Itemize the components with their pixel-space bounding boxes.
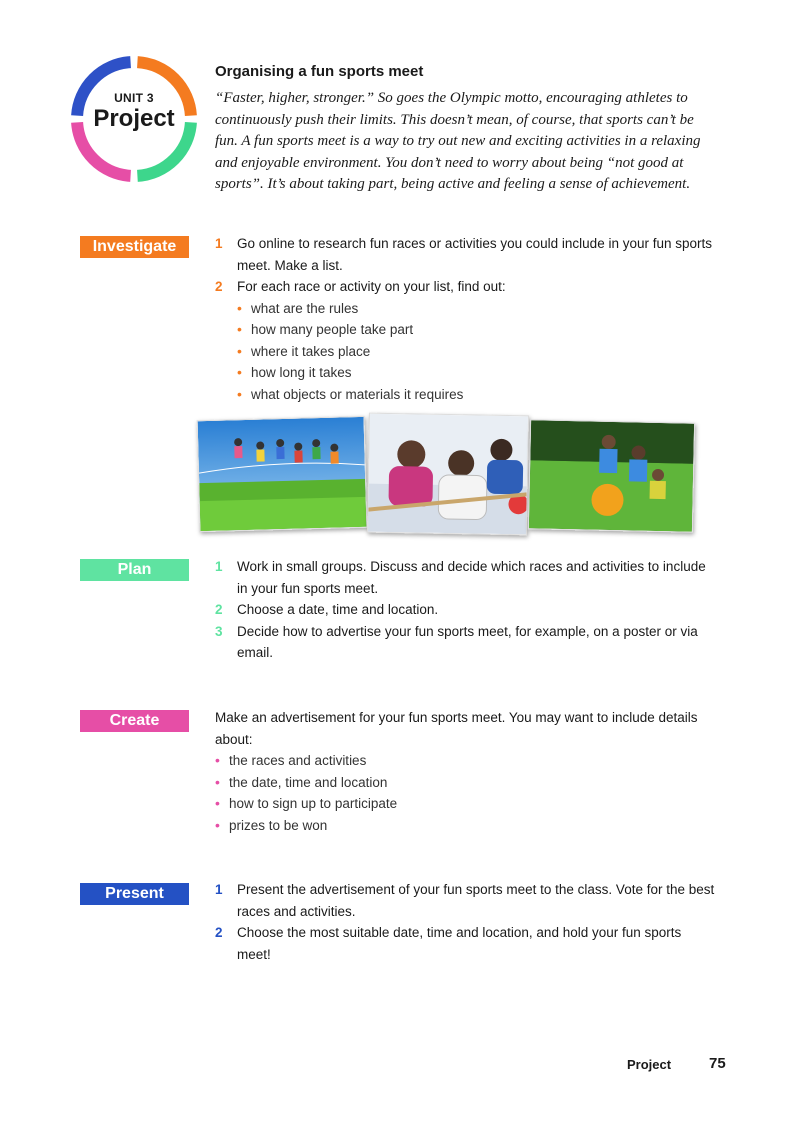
- item-text: Choose a date, time and location.: [237, 602, 439, 617]
- bullet-icon: •: [237, 321, 242, 337]
- photo-jump-rope: [197, 416, 368, 532]
- page-title: Organising a fun sports meet: [215, 63, 424, 80]
- tab-investigate: [80, 236, 189, 258]
- tab-investigate-label: Investigate: [92, 238, 177, 255]
- list-item: [215, 879, 715, 922]
- unit-title: Project: [93, 105, 175, 132]
- bullet-icon: •: [215, 773, 220, 790]
- bullet-icon: •: [237, 299, 242, 316]
- item-number: 3: [215, 623, 223, 639]
- list-item: [215, 556, 715, 599]
- item-number: 1: [215, 882, 223, 897]
- bullet-item: • what are the rules: [237, 298, 715, 320]
- tab-present-label: Present: [105, 885, 164, 902]
- unit-label: UNIT 3: [114, 91, 154, 105]
- item-number: 2: [215, 925, 223, 940]
- tab-create: [80, 710, 189, 732]
- investigate-bullets: [237, 298, 715, 406]
- create-bullets: [215, 750, 715, 836]
- tab-plan: [80, 559, 189, 581]
- bullet-icon: •: [237, 342, 242, 359]
- create-section: [215, 707, 715, 836]
- bullet-icon: •: [237, 364, 242, 380]
- photo-tug-of-war: [367, 413, 529, 536]
- intro-paragraph: “Faster, higher, stronger.” So goes the Olympic motto, encouraging athletes to continuously push their limits. This doesn’t mean, of course, that sports can’t be fun. A fun sports meet is a way to try out new and exciting activities in a relaxing and enjoyable environment. You don’t need to worry about being “not good at sports”. It’s about taking part, being active and feeling a sense of achievement.: [215, 90, 701, 192]
- list-item: [215, 276, 715, 298]
- footer-section-name: Project: [627, 1057, 672, 1072]
- bullet-icon: •: [215, 795, 220, 811]
- list-item: [215, 599, 715, 621]
- list-item: [215, 233, 715, 276]
- present-list: [215, 879, 715, 965]
- tab-present: [80, 883, 189, 905]
- create-intro: Make an advertisement for your fun sports meet. You may want to include details about:: [215, 710, 698, 747]
- tab-plan-label: Plan: [117, 561, 152, 578]
- bullet-item: • prizes to be won: [215, 815, 715, 837]
- photo-space-hopper: [528, 419, 695, 532]
- bullet-item: • the date, time and location: [215, 772, 715, 794]
- item-number: 2: [215, 602, 223, 617]
- item-text: For each race or activity on your list, find out:: [237, 279, 506, 294]
- plan-list: [215, 556, 715, 664]
- bullet-icon: •: [215, 816, 220, 833]
- bullet-icon: •: [215, 752, 220, 768]
- bullet-item: • how to sign up to participate: [215, 793, 715, 815]
- item-number: 1: [215, 559, 223, 574]
- list-item: [215, 922, 715, 965]
- item-text: Choose the most suitable date, time and location, and hold your fun sports meet!: [237, 925, 682, 962]
- unit-badge: [70, 55, 198, 183]
- bullet-item: • how long it takes: [237, 362, 715, 384]
- investigate-list: [215, 233, 715, 405]
- item-text: Present the advertisement of your fun sports meet to the class. Vote for the best races and activities.: [237, 882, 715, 919]
- bullet-item: • where it takes place: [237, 341, 715, 363]
- bullet-icon: •: [237, 385, 242, 402]
- item-text: Decide how to advertise your fun sports meet, for example, on a poster or via email.: [237, 623, 698, 660]
- bullet-item: • how many people take part: [237, 319, 715, 341]
- list-item: [215, 621, 715, 664]
- page-number: 75: [709, 1055, 726, 1072]
- item-text: Work in small groups. Discuss and decide which races and activities to include in your fun sports meet.: [237, 559, 706, 596]
- item-text: Go online to research fun races or activities you could include in your fun sports meet. Make a list.: [237, 236, 712, 273]
- item-number: 2: [215, 279, 223, 294]
- bullet-item: • the races and activities: [215, 750, 715, 772]
- tab-create-label: Create: [109, 712, 160, 729]
- bullet-item: • what objects or materials it requires: [237, 384, 715, 406]
- item-number: 1: [215, 236, 223, 251]
